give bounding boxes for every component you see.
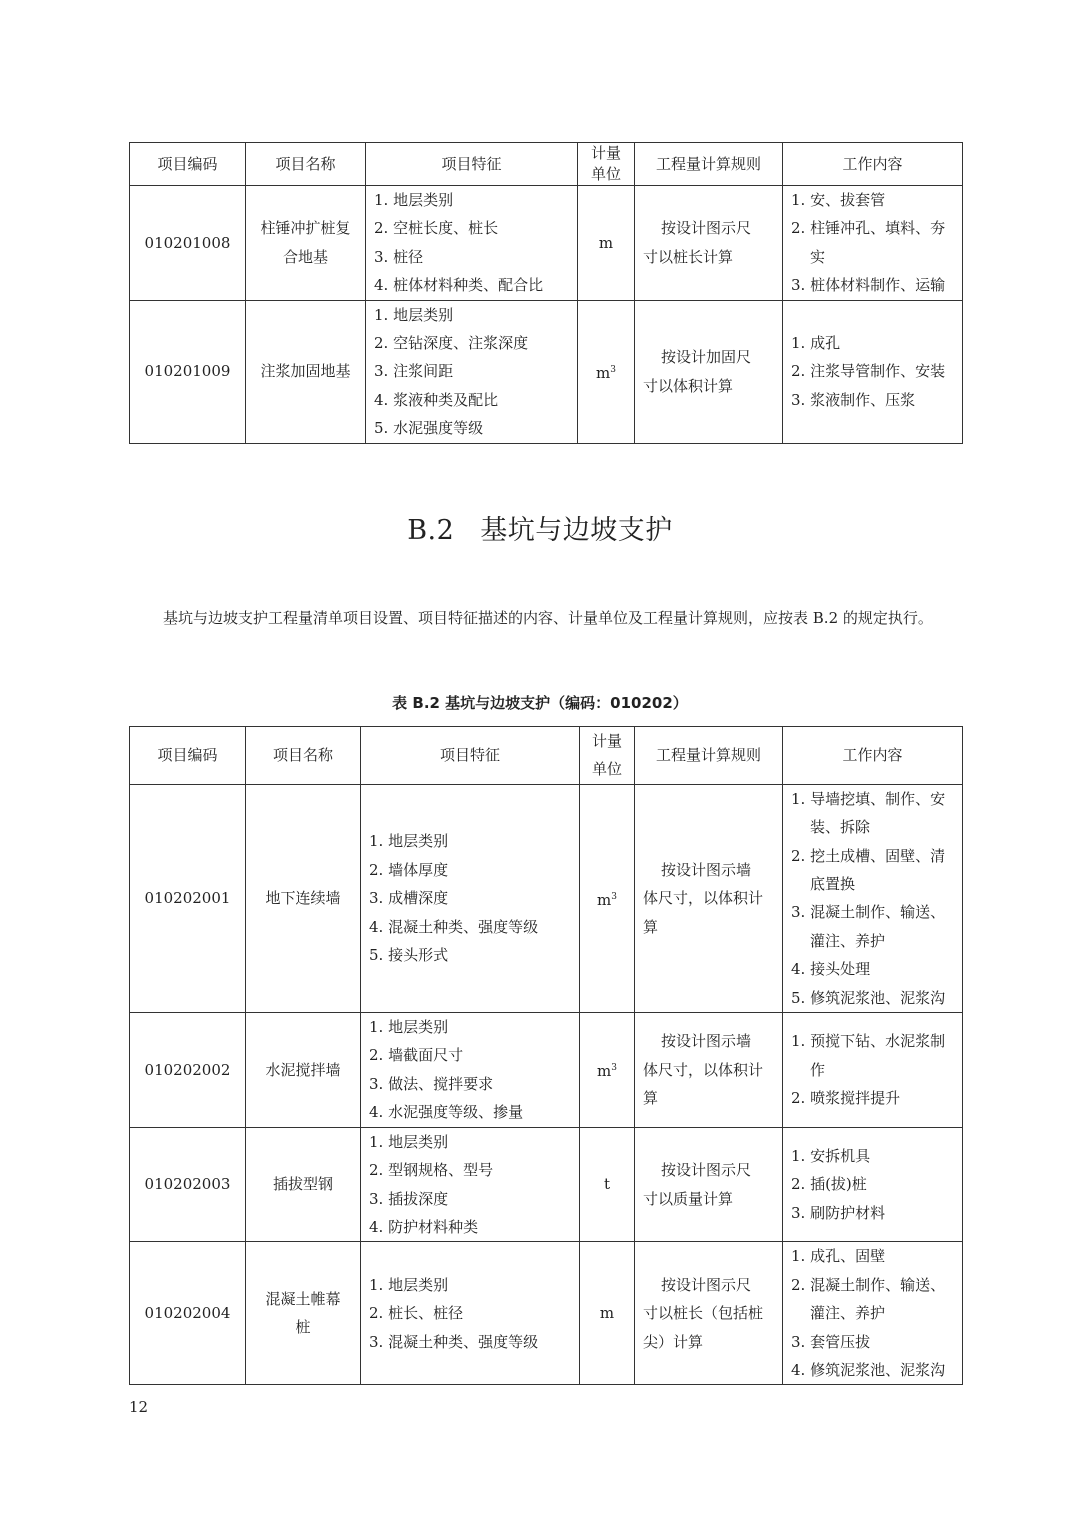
item-code: 010201009 xyxy=(130,300,246,443)
table-row xyxy=(130,784,963,1012)
header-features: 项目特征 xyxy=(361,727,580,785)
header-unit: 计量 单位 xyxy=(580,727,635,785)
item-unit: $m^3$ xyxy=(580,784,635,1012)
item-code: 010202004 xyxy=(130,1242,246,1385)
section-title xyxy=(0,508,1080,547)
item-unit: $m^3$ xyxy=(580,1013,635,1128)
header-calc-rule: 工程量计算规则 xyxy=(635,143,783,186)
item-work: 1. 成孔 2. 注浆导管制作、安装 3. 浆液制作、压浆 xyxy=(783,300,963,443)
table-row xyxy=(130,300,963,443)
item-calc-rule: 按设计图示墙 体尺寸，以体积计 算 xyxy=(635,1013,783,1128)
header-features: 项目特征 xyxy=(366,143,578,186)
table-row xyxy=(130,186,963,301)
item-features: 1. 地层类别 2. 墙体厚度 3. 成槽深度 4. 混凝土种类、强度等级 5. 接头形式 xyxy=(361,784,580,1012)
item-calc-rule: 按设计加固尺 寸以体积计算 xyxy=(635,300,783,443)
item-name: 柱锤冲扩桩复 合地基 xyxy=(246,186,366,301)
header-calc-rule: 工程量计算规则 xyxy=(635,727,783,785)
section-number: B.2 xyxy=(407,515,455,546)
item-name: 水泥搅拌墙 xyxy=(246,1013,361,1128)
header-work: 工作内容 xyxy=(783,143,963,186)
item-work: 1. 预搅下钻、水泥浆制 作 2. 喷浆搅拌提升 xyxy=(783,1013,963,1128)
item-calc-rule: 按设计图示尺 寸以桩长（包括桩 尖）计算 xyxy=(635,1242,783,1385)
header-work: 工作内容 xyxy=(783,727,963,785)
item-unit: m xyxy=(578,186,635,301)
table-row xyxy=(130,1013,963,1128)
item-calc-rule: 按设计图示尺 寸以桩长计算 xyxy=(635,186,783,301)
item-features: 1. 地层类别 2. 墙截面尺寸 3. 做法、搅拌要求 4. 水泥强度等级、掺量 xyxy=(361,1013,580,1128)
table-b1-continued xyxy=(129,142,963,444)
header-code: 项目编码 xyxy=(130,143,246,186)
table-caption: 表 B.2 基坑与边坡支护（编码：010202） xyxy=(392,694,688,712)
item-features: 1. 地层类别 2. 空钻深度、注浆深度 3. 注浆间距 4. 浆液种类及配比 5. 水泥强度等级 xyxy=(366,300,578,443)
item-work: 1. 成孔、固壁 2. 混凝土制作、输送、 灌注、养护 3. 套管压拔 4. 修筑泥浆池、泥浆沟 xyxy=(783,1242,963,1385)
header-unit: 计量 单位 xyxy=(578,143,635,186)
table-row xyxy=(130,1127,963,1242)
item-calc-rule: 按设计图示尺 寸以质量计算 xyxy=(635,1127,783,1242)
item-name: 混凝土帷幕 桩 xyxy=(246,1242,361,1385)
page-number: 12 xyxy=(129,1398,149,1416)
item-code: 010202002 xyxy=(130,1013,246,1128)
header-code: 项目编码 xyxy=(130,727,246,785)
table-b2 xyxy=(129,726,963,1385)
item-features: 1. 地层类别 2. 桩长、桩径 3. 混凝土种类、强度等级 xyxy=(361,1242,580,1385)
item-code: 010202003 xyxy=(130,1127,246,1242)
intro-paragraph: 基坑与边坡支护工程量清单项目设置、项目特征描述的内容、计量单位及工程量计算规则，应按表 B.2 的规定执行。 xyxy=(163,609,933,627)
item-features: 1. 地层类别 2. 型钢规格、型号 3. 插拔深度 4. 防护材料种类 xyxy=(361,1127,580,1242)
item-code: 010202001 xyxy=(130,784,246,1012)
item-features: 1. 地层类别 2. 空桩长度、桩长 3. 桩径 4. 桩体材料种类、配合比 xyxy=(366,186,578,301)
table-header-row xyxy=(130,143,963,186)
item-work: 1. 安拆机具 2. 插(拔)桩 3. 刷防护材料 xyxy=(783,1127,963,1242)
item-name: 注浆加固地基 xyxy=(246,300,366,443)
item-code: 010201008 xyxy=(130,186,246,301)
table-header-row xyxy=(130,727,963,785)
table-row xyxy=(130,1242,963,1385)
item-name: 地下连续墙 xyxy=(246,784,361,1012)
item-unit: $m^3$ xyxy=(578,300,635,443)
item-unit: m xyxy=(580,1242,635,1385)
section-title-text: 基坑与边坡支护 xyxy=(480,515,673,546)
item-name: 插拔型钢 xyxy=(246,1127,361,1242)
item-work: 1. 导墙挖填、制作、安 装、拆除 2. 挖土成槽、固壁、清 底置换 3. 混凝土制作、输送、 灌注、养护 4. 接头处理 5. 修筑泥浆池、泥浆沟 xyxy=(783,784,963,1012)
header-name: 项目名称 xyxy=(246,143,366,186)
item-calc-rule: 按设计图示墙 体尺寸，以体积计 算 xyxy=(635,784,783,1012)
header-name: 项目名称 xyxy=(246,727,361,785)
item-unit: t xyxy=(580,1127,635,1242)
item-work: 1. 安、拔套管 2. 柱锤冲孔、填料、夯 实 3. 桩体材料制作、运输 xyxy=(783,186,963,301)
